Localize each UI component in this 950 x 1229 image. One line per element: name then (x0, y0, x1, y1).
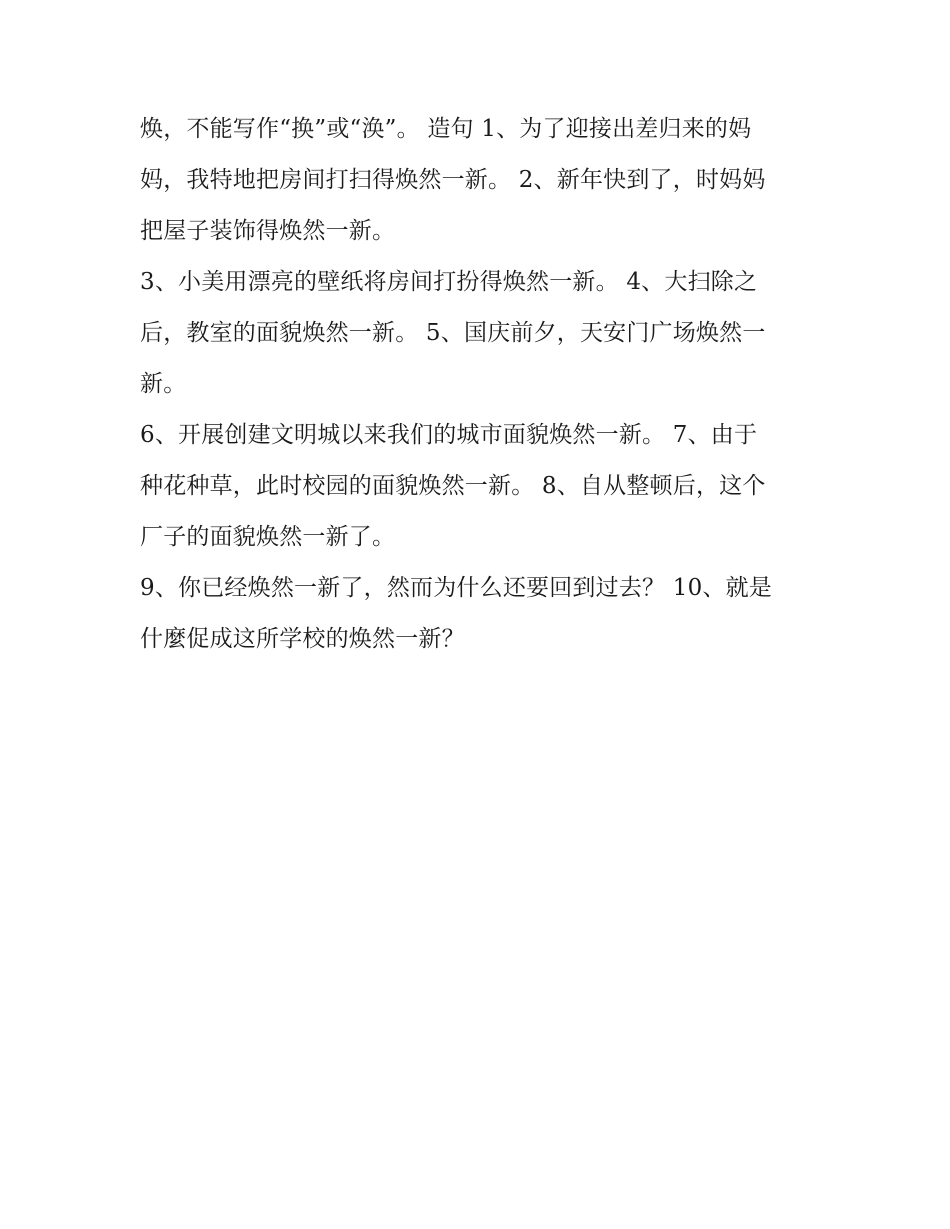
text-line: 9、你已经焕然一新了，然而为什么还要回到过去？ 10、就是 (140, 575, 773, 601)
text-line: 妈，我特地把房间打扫得焕然一新。 2、新年快到了，时妈妈 (140, 167, 766, 193)
paragraph-2 (140, 257, 810, 410)
text-line: 新。 (140, 371, 187, 397)
text-line: 种花种草，此时校园的面貌焕然一新。 8、自从整顿后，这个 (140, 473, 766, 499)
text-line: 3、小美用漂亮的壁纸将房间打扮得焕然一新。 4、大扫除之 (140, 269, 758, 295)
text-line: 焕，不能写作“换”或“涣”。 造句 1、为了迎接出差归来的妈 (140, 116, 752, 142)
text-line: 6、开展创建文明城以来我们的城市面貌焕然一新。 7、由于 (140, 422, 758, 448)
text-line: 把屋子装饰得焕然一新。 (140, 218, 396, 244)
paragraph-4 (140, 563, 810, 665)
paragraph-3 (140, 410, 810, 563)
text-line: 后，教室的面貌焕然一新。 5、国庆前夕，天安门广场焕然一 (140, 320, 766, 346)
text-line: 厂子的面貌焕然一新了。 (140, 524, 396, 550)
paragraph-1 (140, 104, 810, 257)
text-line: 什麼促成这所学校的焕然一新？ (140, 626, 465, 652)
document-body (140, 104, 810, 665)
